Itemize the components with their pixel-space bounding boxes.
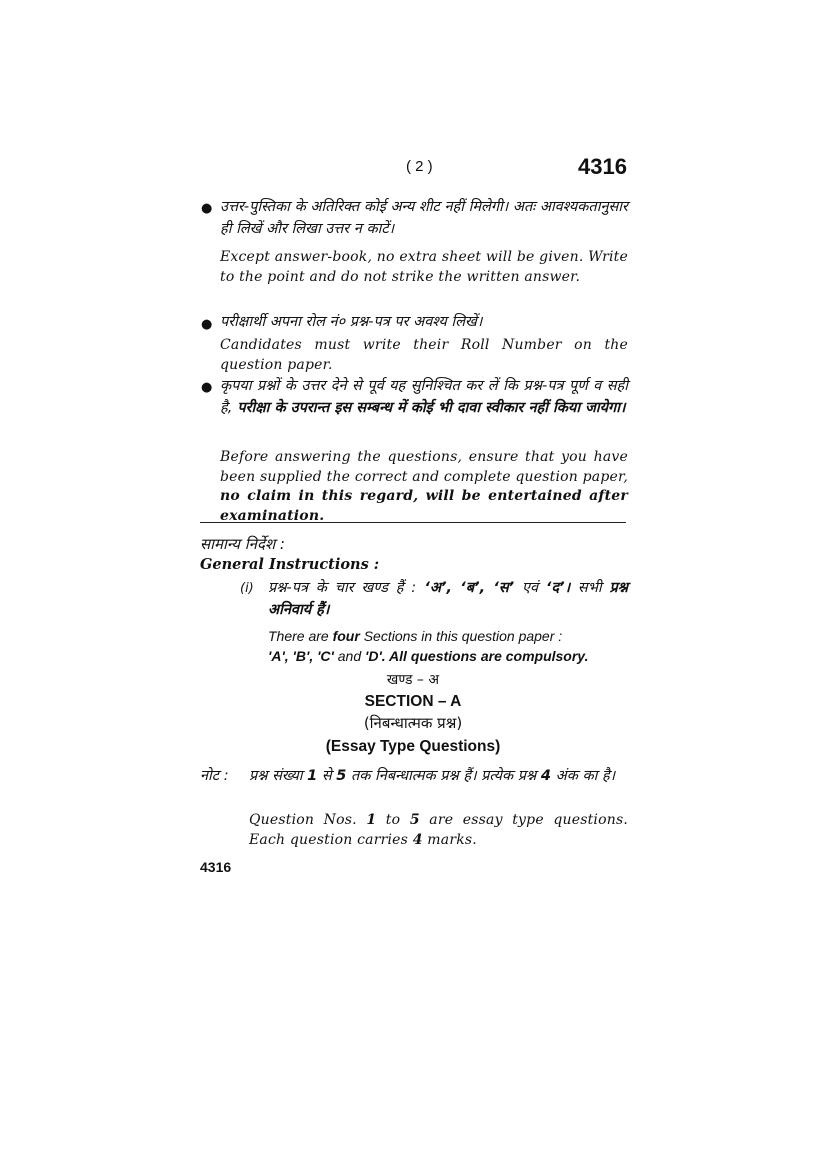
note-english-marks: 4 [412,831,423,848]
bullet-icon: ● [201,380,213,395]
section-hindi-subtitle: (निबन्धात्मक प्रश्न) [363,714,463,732]
item-1-hindi-all: सभी [570,580,610,596]
instruction-3-hindi [220,375,628,419]
item-marker: (i) [240,581,254,596]
paper-code-footer: 4316 [200,859,232,875]
note-hindi-desc: तक निबन्धात्मक प्रश्न हैं। प्रत्येक प्रश्न [346,768,541,784]
note-english-to: to [376,812,410,828]
item-1-hindi-compulsory: प्रश्न अनिवार्य हैं। [268,580,628,618]
note-hindi-num5: 5 [336,768,347,784]
instruction-3-english-bold: no claim in this regard, will be entertained after examination. [220,488,628,524]
note-english [249,811,628,850]
instruction-2-hindi: परीक्षार्थी अपना रोल नं० प्रश्न-पत्र पर अवश्य लिखें। [220,314,483,330]
section-english-subtitle: (Essay Type Questions) [325,738,501,755]
note-hindi-marks: 4 [540,768,552,784]
item-1-english-four: four [332,628,360,644]
item-1-english-part: There are [268,628,333,644]
note-hindi-to: से [317,768,337,784]
instruction-3-hindi-text: कृपया प्रश्नों के उत्तर देने से पूर्व यह सुनिश्चित कर लें कि प्रश्न-पत्र पूर्ण व सही है, [220,378,628,416]
paper-code-header: 4316 [578,154,627,179]
divider-line [200,522,626,523]
instruction-1-english: Except answer-book, no extra sheet will be given. Write to the point and do not strike the written answer. [220,249,628,285]
note-hindi-part: प्रश्न संख्या [249,768,308,784]
item-1-hindi-d: ‘द’। [545,580,571,596]
item-1-hindi-and: एवं [514,580,546,596]
bullet-icon: ● [201,201,213,216]
bullet-icon: ● [201,317,213,332]
note-english-num1: 1 [366,812,377,828]
note-label: नोट : [200,768,229,784]
note-hindi-end: अंक का है। [551,768,616,784]
instruction-3-hindi-bold: परीक्षा के उपरान्त इस सम्बन्ध में कोई भी दावा स्वीकार नहीं किया जायेगा। [232,400,626,416]
item-1-hindi-part: प्रश्न-पत्र के चार खण्ड हैं : [268,580,417,596]
item-1-english-and: and [333,648,366,664]
instruction-3-english [220,448,628,526]
item-1-english-letters: 'A', 'B', 'C' [268,648,334,664]
note-hindi [249,765,628,787]
page-number: ( 2 ) [406,158,433,175]
item-1-english [268,626,628,666]
instruction-3-english-text: Before answering the questions, ensure that you have been supplied the correct and complete question paper, [220,449,628,485]
note-english-num5: 5 [409,812,420,828]
item-1-hindi [268,577,628,621]
instruction-1-hindi: उत्तर-पुस्तिका के अतिरिक्त कोई अन्य शीट नहीं मिलेगी। अतः आवश्यकतानुसार ही लिखें और लिखा उत्तर न काटें। [220,199,628,237]
section-english-title: SECTION – A [364,693,462,710]
item-1-english-compulsory: 'D'. All questions are compulsory. [365,648,589,664]
item-1-hindi-sections: ‘अ’, ‘ब’, ‘स’ [416,580,515,596]
note-english-end: marks. [422,831,477,848]
general-instructions-hindi-heading: सामान्य निर्देश : [200,535,285,553]
note-hindi-num1: 1 [307,768,318,784]
item-1-english-sections: Sections in this question paper : [359,628,563,644]
note-english-part: Question Nos. [249,812,367,828]
instruction-2-english: Candidates must write their Roll Number on the question paper. [220,337,628,373]
note-english-desc: are essay type questions. Each question carries [249,812,628,848]
general-instructions-english-heading: General Instructions : [200,556,380,573]
section-hindi-title: खण्ड – अ [386,672,440,688]
